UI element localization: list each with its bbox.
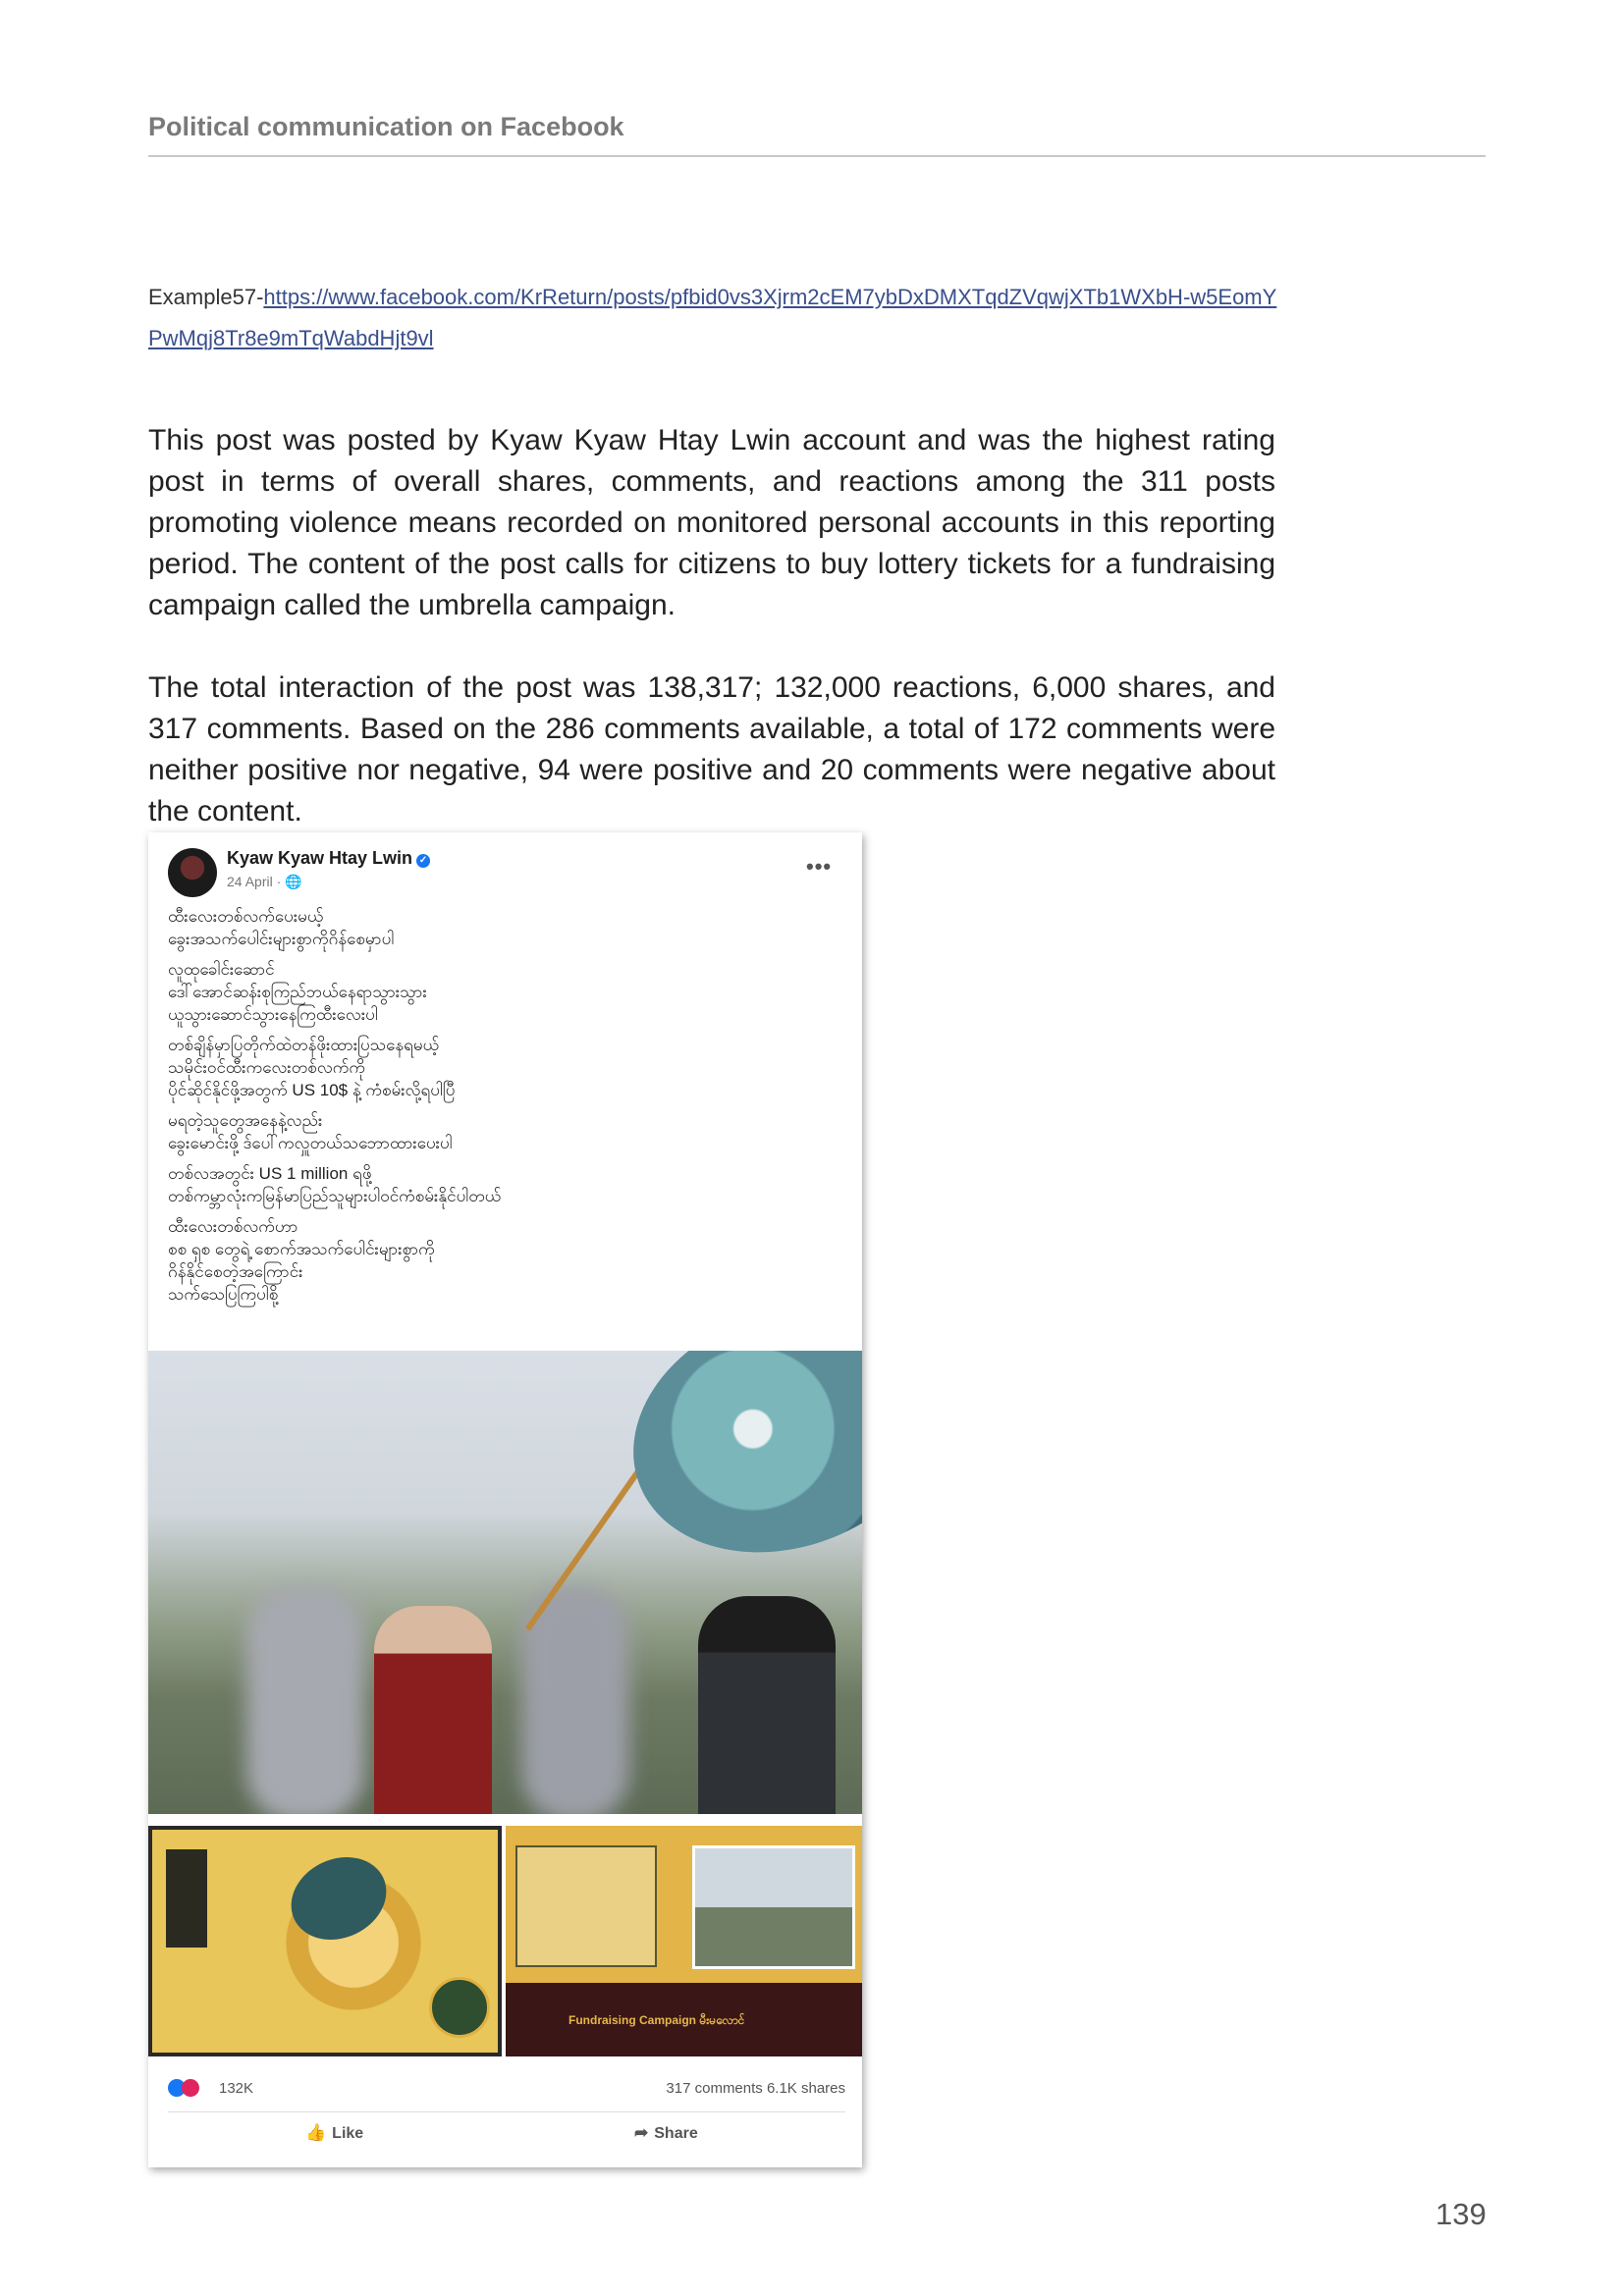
post-text-line: သက်သေပြကြပါစို့ (168, 1285, 279, 1304)
globe-icon: 🌐 (285, 874, 302, 889)
example-reference (148, 277, 1287, 359)
post-text-group (168, 1109, 845, 1154)
reaction-count: 132K (219, 2080, 254, 2097)
post-author-row (227, 848, 430, 869)
post-text-line: လူထုခေါင်းဆောင် (168, 960, 275, 979)
like-label: Like (332, 2125, 364, 2142)
facebook-post-screenshot (148, 832, 862, 2167)
post-date: 24 April · (227, 874, 286, 889)
post-text-group (168, 1034, 845, 1101)
body-paragraph-2: The total interaction of the post was 138,317; 132,000 reactions, 6,000 shares, and 317 comments. Based on the 286 comments available, a total of 172 comments were neither positive nor negative, 94 were positive and 20 comments were negative about the content. (148, 671, 1275, 828)
verified-icon: ✓ (416, 854, 430, 868)
post-text-line: သမိုင်းဝင်ထီးကလေးတစ်လက်ကို (168, 1058, 366, 1077)
header-rule (148, 155, 1486, 157)
post-text-line: မရတဲ့သူတွေအနေနဲ့လည်း (168, 1111, 323, 1130)
post-stats (168, 2079, 845, 2103)
running-head: Political communication on Facebook (148, 112, 624, 141)
post-text-line: တစ်ချိန်မှာပြတိုက်ထဲတန်ဖိုးထားပြသနေရမယ့် (168, 1036, 440, 1054)
post-text-line: ပိုင်ဆိုင်နိုင်ဖို့အတွက် US 10$ နဲ့ ကံစမ်းလို့ရပါပြီ (168, 1081, 456, 1099)
post-divider (168, 2111, 845, 2112)
post-text-group (168, 905, 845, 950)
like-button (305, 2123, 363, 2143)
post-text-line: ထီးလေးတစ်လက်ပေးမယ့် (168, 907, 324, 926)
emblem-icon (429, 1977, 490, 2038)
love-reaction-icon (182, 2079, 199, 2097)
promo-banner (506, 1826, 862, 2056)
page-number: 139 (1435, 2197, 1487, 2231)
post-text-group (168, 1215, 845, 1306)
thumbs-up-icon: 👍 (305, 2123, 327, 2142)
more-options-icon: ••• (806, 854, 833, 879)
example-link[interactable]: https://www.facebook.com/KrReturn/posts/pfbid0vs3Xjrm2cEM7ybDxDMXTqdZVqwjXTb1WXbH-w5EomYPwMqj8Tr8e9mTqWabdHjt9vl (148, 285, 1277, 350)
share-label: Share (654, 2125, 698, 2142)
post-text-line: ဂိန်နိုင်စေတဲ့အကြောင်း (168, 1262, 303, 1281)
post-photo (148, 1351, 862, 1814)
promo-caption: Fundraising Campaign မီးမလောင် (568, 2013, 745, 2027)
post-text-group (168, 958, 845, 1026)
post-text-line: ထီးလေးတစ်လက်ဟာ (168, 1217, 298, 1236)
post-text-line: စစ ရှစ တွေရဲ့ စောက်အသက်ပေါင်းများစွာကို (168, 1240, 435, 1258)
umbrella-image (599, 1351, 862, 1593)
post-text-line: တစ်လအတွင်း US 1 million ရဖို့ (168, 1164, 372, 1183)
post-text-line: ယူသွားဆောင်သွားနေကြထီးလေးပါ (168, 1005, 378, 1024)
reaction-icons (168, 2079, 199, 2101)
share-button (634, 2123, 698, 2143)
post-text-line: ဒေါ်အောင်ဆန်းစုကြည်ဘယ်နေရာသွားသွား (168, 983, 427, 1001)
promo-poster (148, 1826, 502, 2056)
share-icon: ➦ (634, 2123, 649, 2142)
post-text-line: တစ်ကမ္ဘာလုံးကမြန်မာပြည်သူများပါဝင်ကံစမ်းနိုင်ပါတယ် (168, 1187, 502, 1205)
post-text-group (168, 1162, 845, 1207)
post-date-row (227, 874, 302, 890)
post-author: Kyaw Kyaw Htay Lwin (227, 848, 413, 868)
post-text-line: ခွေးအသက်ပေါင်းများစွာကိုဂိန်စေမှာပါ (168, 930, 395, 948)
comments-shares-count: 317 comments 6.1K shares (666, 2080, 845, 2097)
body-paragraph-1: This post was posted by Kyaw Kyaw Htay Lwin account and was the highest rating post in terms of overall shares, comments, and reactions among the 311 posts promoting violence means recorded on monitored personal accounts in this reporting period. The content of the post calls for citizens to buy lottery tickets for a fundraising campaign called the umbrella campaign. (148, 424, 1275, 621)
avatar (168, 848, 217, 897)
post-actions (168, 2123, 845, 2153)
example-label: Example57- (148, 285, 264, 309)
post-text (168, 905, 845, 1313)
post-text-line: ခွေးမောင်းဖို့ ဒ်ပေါ်ကလှူတယ်သဘောထားပေးပါ (168, 1134, 453, 1152)
